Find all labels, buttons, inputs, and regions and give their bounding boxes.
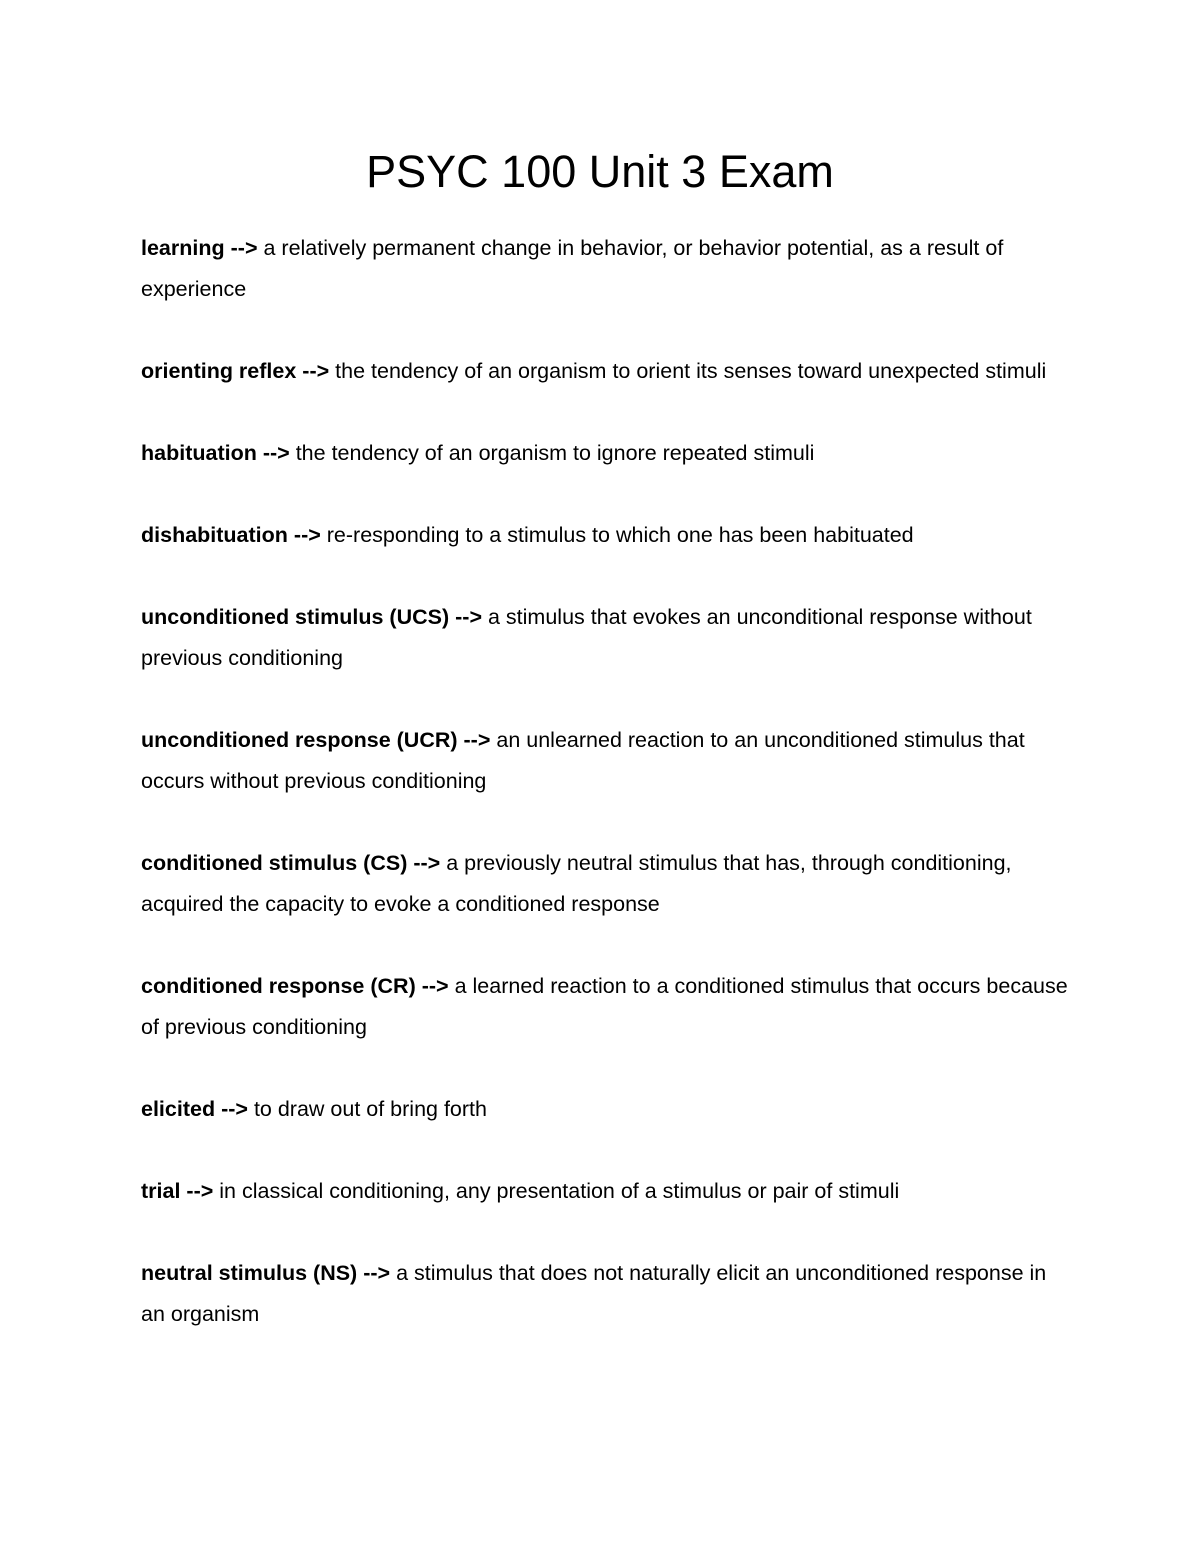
arrow-separator: --> — [293, 523, 321, 547]
glossary-term: habituation — [141, 441, 257, 465]
arrow-separator: --> — [262, 441, 290, 465]
glossary-entry — [141, 1171, 1071, 1212]
glossary-definition: the tendency of an organism to ignore repeated stimuli — [295, 441, 815, 465]
glossary-definition: the tendency of an organism to orient its senses toward unexpected stimuli — [335, 359, 1047, 383]
glossary-term: unconditioned stimulus (UCS) — [141, 605, 450, 629]
arrow-separator: --> — [455, 605, 483, 629]
glossary-term: learning — [141, 236, 225, 260]
glossary-term: conditioned stimulus (CS) — [141, 851, 408, 875]
glossary-definition: to draw out of bring forth — [253, 1097, 487, 1121]
glossary-term: unconditioned response (UCR) — [141, 728, 458, 752]
glossary-definition: a learned reaction to a conditioned stimulus that occurs because of previous conditioning — [141, 974, 1068, 1039]
glossary-entry — [141, 720, 1071, 802]
glossary-entry — [141, 351, 1071, 392]
arrow-separator: --> — [230, 236, 258, 260]
arrow-separator: --> — [413, 851, 441, 875]
glossary-term: conditioned response (CR) — [141, 974, 416, 998]
glossary-definition: re-responding to a stimulus to which one has been habituated — [326, 523, 914, 547]
glossary-list — [141, 228, 1071, 1376]
glossary-entry — [141, 515, 1071, 556]
arrow-separator: --> — [463, 728, 491, 752]
glossary-entry — [141, 843, 1071, 925]
glossary-definition: a previously neutral stimulus that has, through conditioning, acquired the capacity to evoke a conditioned response — [141, 851, 1012, 916]
arrow-separator: --> — [363, 1261, 391, 1285]
arrow-separator: --> — [221, 1097, 248, 1121]
glossary-definition: a stimulus that evokes an unconditional response without previous conditioning — [141, 605, 1032, 670]
glossary-definition: a stimulus that does not naturally elicit an unconditioned response in an organism — [141, 1261, 1047, 1326]
glossary-entry — [141, 228, 1071, 310]
glossary-entry — [141, 433, 1071, 474]
glossary-definition: an unlearned reaction to an unconditioned stimulus that occurs without previous conditioning — [141, 728, 1025, 793]
glossary-entry — [141, 597, 1071, 679]
glossary-term: elicited — [141, 1097, 216, 1121]
glossary-entry — [141, 1253, 1071, 1335]
glossary-definition: a relatively permanent change in behavior, or behavior potential, as a result of experience — [141, 236, 1004, 301]
glossary-term: orienting reflex — [141, 359, 297, 383]
glossary-entry — [141, 966, 1071, 1048]
arrow-separator: --> — [186, 1179, 214, 1203]
arrow-separator: --> — [302, 359, 330, 383]
arrow-separator: --> — [421, 974, 449, 998]
glossary-term: trial — [141, 1179, 181, 1203]
glossary-definition: in classical conditioning, any presentation of a stimulus or pair of stimuli — [219, 1179, 900, 1203]
glossary-term: neutral stimulus (NS) — [141, 1261, 358, 1285]
glossary-term: dishabituation — [141, 523, 288, 547]
document-title: PSYC 100 Unit 3 Exam — [366, 146, 834, 197]
glossary-entry — [141, 1089, 1071, 1130]
